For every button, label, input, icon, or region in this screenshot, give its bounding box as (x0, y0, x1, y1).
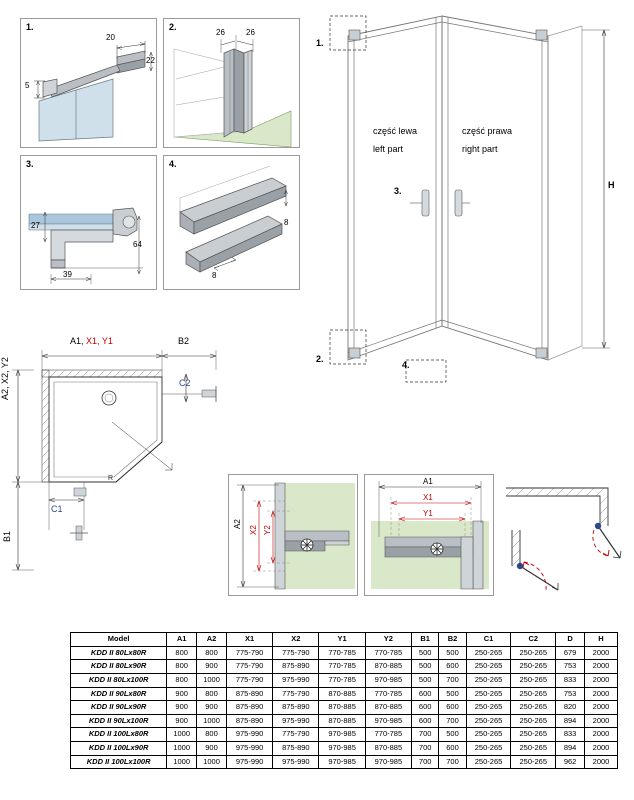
table-header-b1: B1 (412, 633, 439, 647)
table-cell: 800 (197, 646, 227, 660)
table-cell: 600 (439, 660, 466, 674)
detail-label-y1: Y1 (423, 509, 433, 518)
table-cell: 870-885 (319, 687, 365, 701)
table-cell: 250-265 (511, 714, 556, 728)
table-cell: 870-885 (365, 660, 411, 674)
table-cell: 250-265 (511, 728, 556, 742)
table-cell: 962 (556, 755, 585, 769)
detail-panel-4 (163, 155, 300, 290)
table-cell: 2000 (585, 742, 618, 756)
table-cell: 975-990 (226, 742, 272, 756)
detail-2-number: 2. (169, 22, 177, 32)
table-cell-model: KDD II 80Lx90R (71, 660, 167, 674)
table-cell: 970-985 (365, 714, 411, 728)
plan-label-c2: C2 (179, 378, 191, 388)
table-cell: 900 (167, 687, 197, 701)
table-cell: 770-785 (319, 673, 365, 687)
table-cell-model: KDD II 80Lx80R (71, 646, 167, 660)
detail-1-number: 1. (26, 22, 34, 32)
detail-panel-1 (20, 18, 157, 148)
iso-callout-1: 1. (316, 38, 324, 48)
table-cell: 870-885 (319, 714, 365, 728)
table-cell: 2000 (585, 714, 618, 728)
table-cell: 1000 (197, 673, 227, 687)
detail-a2x2y2 (228, 474, 358, 596)
table-cell: 500 (439, 728, 466, 742)
detail-3-dim-39: 39 (63, 270, 72, 279)
table-cell: 700 (412, 742, 439, 756)
plan-label-b2: B2 (178, 336, 190, 346)
table-cell: 975-990 (273, 714, 319, 728)
table-cell: 833 (556, 728, 585, 742)
table-cell: 2000 (585, 701, 618, 715)
table-header-c2: C2 (511, 633, 556, 647)
table-body (71, 646, 618, 769)
table-cell: 1000 (167, 742, 197, 756)
table-cell: 775-790 (226, 646, 272, 660)
table-cell: 820 (556, 701, 585, 715)
table-cell: 800 (197, 687, 227, 701)
table-cell: 753 (556, 687, 585, 701)
detail-panel-2 (163, 18, 300, 148)
table-cell: 500 (412, 673, 439, 687)
iso-callout-2: 2. (316, 354, 324, 364)
door-swing-graphic (498, 470, 628, 610)
table-cell: 1000 (197, 714, 227, 728)
iso-height-label: H (608, 180, 615, 190)
table-cell: 900 (197, 660, 227, 674)
table-cell: 970-985 (319, 728, 365, 742)
table-row (71, 714, 618, 728)
table-cell-model: KDD II 90Lx100R (71, 714, 167, 728)
table-row (71, 646, 618, 660)
table-header-b2: B2 (439, 633, 466, 647)
table-cell: 250-265 (466, 742, 511, 756)
plan-label-x1y1: X1, Y1 (86, 336, 113, 346)
isometric-view (310, 8, 630, 378)
plan-label-a1: A1, (70, 336, 87, 346)
detail-4-graphic (164, 156, 301, 291)
dimensions-table-element (70, 632, 618, 769)
detail-4-dim-8b: 8 (212, 271, 217, 280)
left-part-label-pl: część lewa (373, 126, 418, 136)
table-row (71, 687, 618, 701)
table-cell: 250-265 (511, 742, 556, 756)
table-header-h: H (585, 633, 618, 647)
table-header-x2: X2 (273, 633, 319, 647)
table-cell: 800 (197, 728, 227, 742)
table-cell: 250-265 (466, 687, 511, 701)
table-cell: 775-790 (273, 728, 319, 742)
table-cell: 975-990 (226, 728, 272, 742)
detail-label-a1: A1 (423, 477, 433, 486)
table-cell: 250-265 (466, 701, 511, 715)
table-cell: 875-890 (226, 687, 272, 701)
table-cell-model: KDD II 100Lx90R (71, 742, 167, 756)
table-header-c1: C1 (466, 633, 511, 647)
table-row (71, 742, 618, 756)
table-cell: 975-990 (273, 673, 319, 687)
detail-4-number: 4. (169, 159, 177, 169)
detail-1-graphic (21, 19, 158, 149)
detail-label-a2: A2 (233, 519, 242, 529)
table-cell: 900 (167, 701, 197, 715)
table-cell: 2000 (585, 755, 618, 769)
table-cell: 975-990 (273, 755, 319, 769)
table-cell: 975-990 (226, 755, 272, 769)
table-cell: 833 (556, 673, 585, 687)
table-cell: 970-985 (319, 755, 365, 769)
detail-2-graphic (164, 19, 301, 149)
table-cell: 875-890 (273, 660, 319, 674)
detail-label-x2: X2 (249, 525, 258, 535)
table-cell: 250-265 (511, 660, 556, 674)
table-cell: 600 (412, 701, 439, 715)
table-cell: 875-890 (273, 742, 319, 756)
left-part-label-en: left part (373, 144, 404, 154)
table-cell: 600 (439, 742, 466, 756)
table-cell: 500 (412, 660, 439, 674)
table-cell: 875-890 (273, 701, 319, 715)
plan-label-b1: B1 (2, 530, 12, 542)
table-cell: 600 (439, 701, 466, 715)
table-row (71, 701, 618, 715)
table-cell: 800 (167, 646, 197, 660)
iso-callout-4: 4. (402, 360, 410, 370)
table-cell: 2000 (585, 687, 618, 701)
table-cell: 600 (412, 714, 439, 728)
table-cell: 753 (556, 660, 585, 674)
detail-3-graphic (21, 156, 158, 291)
detail-3-dim-64: 64 (133, 240, 142, 249)
table-cell: 800 (167, 673, 197, 687)
table-cell: 250-265 (511, 701, 556, 715)
table-row (71, 660, 618, 674)
table-row (71, 728, 618, 742)
table-cell: 2000 (585, 728, 618, 742)
table-cell: 875-890 (226, 714, 272, 728)
table-header-model: Model (71, 633, 167, 647)
table-cell: 1000 (167, 755, 197, 769)
table-cell: 775-790 (273, 687, 319, 701)
table-cell: 770-785 (319, 660, 365, 674)
detail-panel-3 (20, 155, 157, 290)
detail-2-dim-26b: 26 (246, 28, 255, 37)
table-cell: 2000 (585, 673, 618, 687)
table-cell: 250-265 (511, 755, 556, 769)
table-cell: 250-265 (511, 673, 556, 687)
table-cell: 700 (439, 755, 466, 769)
detail-label-x1: X1 (423, 493, 433, 502)
table-cell: 250-265 (466, 660, 511, 674)
table-cell: 1000 (167, 728, 197, 742)
detail-a1x1y1 (364, 474, 494, 596)
table-cell: 900 (197, 701, 227, 715)
table-header-d: D (556, 633, 585, 647)
isometric-graphic (310, 8, 630, 378)
table-cell-model: KDD II 90Lx90R (71, 701, 167, 715)
table-cell: 500 (439, 646, 466, 660)
table-header-row (71, 633, 618, 647)
table-cell: 770-785 (365, 687, 411, 701)
table-cell: 770-785 (365, 728, 411, 742)
plan-graphic (4, 330, 240, 610)
plan-view (0, 330, 240, 610)
table-cell: 700 (412, 755, 439, 769)
detail-1-dim-22: 22 (146, 56, 155, 65)
plan-label-c1: C1 (51, 504, 63, 514)
table-cell-model: KDD II 90Lx80R (71, 687, 167, 701)
table-header-a1: A1 (167, 633, 197, 647)
table-cell: 500 (412, 646, 439, 660)
svg-text:R: R (108, 475, 114, 482)
table-row (71, 755, 618, 769)
dimensions-table (70, 632, 618, 769)
table-cell: 900 (167, 714, 197, 728)
table-cell: 875-890 (226, 701, 272, 715)
door-swing-diagram (498, 470, 628, 610)
table-cell: 250-265 (466, 714, 511, 728)
table-cell: 770-785 (365, 646, 411, 660)
table-cell: 2000 (585, 646, 618, 660)
table-cell: 250-265 (466, 673, 511, 687)
table-cell: 800 (167, 660, 197, 674)
table-cell: 970-985 (319, 742, 365, 756)
table-header-y2: Y2 (365, 633, 411, 647)
plan-label-a2x2y2: A2, X2, Y2 (0, 357, 10, 400)
table-cell: 870-885 (365, 742, 411, 756)
table-cell: 775-790 (273, 646, 319, 660)
table-cell-model: KDD II 80Lx100R (71, 673, 167, 687)
detail-1-dim-20: 20 (106, 33, 115, 42)
table-cell: 770-785 (319, 646, 365, 660)
table-cell: 2000 (585, 660, 618, 674)
table-header-a2: A2 (197, 633, 227, 647)
detail-3-number: 3. (26, 159, 34, 169)
table-cell: 700 (439, 714, 466, 728)
table-cell: 700 (412, 728, 439, 742)
table-cell: 894 (556, 714, 585, 728)
table-cell: 250-265 (466, 755, 511, 769)
right-part-label-pl: część prawa (462, 126, 513, 136)
table-header-x1: X1 (226, 633, 272, 647)
table-cell: 900 (197, 742, 227, 756)
table-cell: 700 (439, 673, 466, 687)
table-cell-model: KDD II 100Lx100R (71, 755, 167, 769)
table-cell: 500 (439, 687, 466, 701)
table-cell: 250-265 (511, 646, 556, 660)
table-cell: 970-985 (365, 673, 411, 687)
detail-1-dim-5: 5 (25, 81, 30, 90)
detail-2-dim-26a: 26 (216, 28, 225, 37)
table-header-y1: Y1 (319, 633, 365, 647)
table-cell: 894 (556, 742, 585, 756)
table-cell: 970-985 (365, 755, 411, 769)
table-cell: 870-885 (365, 701, 411, 715)
detail-4-dim-8a: 8 (284, 218, 289, 227)
table-cell: 250-265 (511, 687, 556, 701)
table-cell: 775-790 (226, 673, 272, 687)
table-cell-model: KDD II 100Lx80R (71, 728, 167, 742)
table-cell: 679 (556, 646, 585, 660)
table-cell: 250-265 (466, 728, 511, 742)
plan-label-a1x1y1 (70, 336, 113, 346)
iso-callout-3: 3. (394, 186, 402, 196)
detail-a2x2y2-graphic (229, 475, 359, 597)
detail-label-y2: Y2 (263, 525, 272, 535)
detail-3-dim-27: 27 (31, 221, 40, 230)
table-cell: 870-885 (319, 701, 365, 715)
table-cell: 1000 (197, 755, 227, 769)
table-row (71, 673, 618, 687)
right-part-label-en: right part (462, 144, 498, 154)
table-cell: 600 (412, 687, 439, 701)
table-cell: 775-790 (226, 660, 272, 674)
table-cell: 250-265 (466, 646, 511, 660)
